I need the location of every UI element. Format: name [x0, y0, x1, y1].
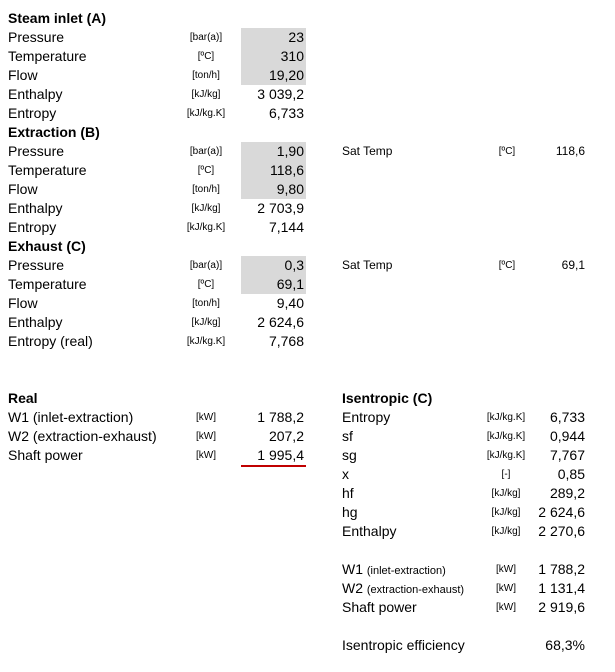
row-unit: [ton/h]	[192, 70, 220, 81]
row-label: Temperature	[8, 48, 87, 64]
section-title-extraction: Extraction (B)	[8, 124, 100, 140]
row-unit: [-]	[501, 469, 511, 480]
row-value: 0,85	[557, 466, 585, 482]
row-label: Shaft power	[8, 447, 83, 463]
row-label: Temperature	[8, 162, 87, 178]
sat-temp-value: 118,6	[555, 144, 585, 158]
work-label-main: W2	[342, 580, 363, 596]
row-label: Enthalpy	[8, 314, 63, 330]
row-label: Flow	[8, 181, 38, 197]
row-value: 2 624,6	[257, 314, 304, 330]
work-label	[342, 579, 464, 600]
row-value[interactable]: 23	[288, 29, 304, 45]
row-label: Entropy	[8, 219, 57, 235]
row-value: 7,144	[268, 219, 304, 235]
row-label: W2 (extraction-exhaust)	[8, 428, 157, 444]
row-unit: [kW]	[196, 431, 216, 442]
row-unit: [kJ/kg]	[491, 488, 521, 499]
row-label: sg	[342, 447, 357, 463]
row-label: Temperature	[8, 276, 87, 292]
work-label	[342, 560, 446, 581]
sat-temp-label: Sat Temp	[342, 144, 393, 158]
row-label: Pressure	[8, 29, 65, 45]
row-label: x	[342, 466, 349, 482]
row-unit: [kJ/kg]	[491, 526, 521, 537]
sat-temp-value: 69,1	[561, 258, 585, 272]
row-label: hf	[342, 485, 354, 501]
row-unit: [kW]	[496, 602, 516, 613]
row-unit: [ton/h]	[192, 298, 220, 309]
row-value: 1 788,2	[257, 409, 304, 425]
row-label: Enthalpy	[8, 200, 63, 216]
row-value[interactable]: 9,80	[276, 181, 304, 197]
row-unit: [kJ/kg.K]	[486, 450, 526, 461]
row-value: 1 788,2	[538, 561, 585, 577]
row-unit: [kJ/kg]	[491, 507, 521, 518]
row-label: Pressure	[8, 143, 65, 159]
row-value: 2 919,6	[538, 599, 585, 615]
row-unit: [kW]	[196, 450, 216, 461]
row-value[interactable]: 19,20	[268, 67, 304, 83]
row-unit: [kJ/kg.K]	[186, 108, 226, 119]
row-value[interactable]: 69,1	[276, 276, 304, 292]
row-unit: [kW]	[196, 412, 216, 423]
row-unit: [ºC]	[197, 165, 215, 176]
work-label-suffix: (extraction-exhaust)	[366, 584, 465, 596]
row-unit: [kW]	[496, 564, 516, 575]
row-value: 2 270,6	[538, 523, 585, 539]
work-label-suffix: (inlet-extraction)	[366, 565, 446, 577]
row-value[interactable]: 1,90	[276, 143, 304, 159]
section-title-steam-inlet: Steam inlet (A)	[8, 10, 107, 26]
row-value: 3 039,2	[257, 86, 304, 102]
row-label: Enthalpy	[342, 523, 397, 539]
row-label: Entropy	[342, 409, 391, 425]
row-value[interactable]: 310	[280, 48, 304, 64]
section-title-real: Real	[8, 390, 38, 406]
work-label-main: Shaft power	[342, 599, 417, 615]
row-unit: [ºC]	[197, 51, 215, 62]
row-value[interactable]: 0,3	[284, 257, 304, 273]
row-label: Pressure	[8, 257, 65, 273]
row-value: 0,944	[549, 428, 585, 444]
row-unit: [kJ/kg]	[191, 203, 221, 214]
row-label: W1 (inlet-extraction)	[8, 409, 134, 425]
row-value: 9,40	[276, 295, 304, 311]
row-value: 6,733	[268, 105, 304, 121]
row-value: 207,2	[268, 428, 304, 444]
isentropic-efficiency-label: Isentropic efficiency	[342, 637, 465, 653]
section-title-isentropic: Isentropic (C)	[342, 390, 433, 406]
row-label: Flow	[8, 295, 38, 311]
section-title-exhaust: Exhaust (C)	[8, 238, 86, 254]
row-value: 7,767	[549, 447, 585, 463]
sat-temp-label: Sat Temp	[342, 258, 393, 272]
row-unit: [kJ/kg.K]	[486, 431, 526, 442]
work-label	[342, 598, 417, 619]
row-value: 289,2	[549, 485, 585, 501]
row-unit: [kJ/kg.K]	[186, 336, 226, 347]
row-label: Entropy (real)	[8, 333, 93, 349]
row-label: Entropy	[8, 105, 57, 121]
row-unit: [kJ/kg]	[191, 317, 221, 328]
sat-temp-unit: [ºC]	[498, 260, 516, 271]
row-label: Enthalpy	[8, 86, 63, 102]
row-unit: [bar(a)]	[189, 146, 223, 157]
row-unit: [ton/h]	[192, 184, 220, 195]
work-label-main: W1	[342, 561, 363, 577]
row-value: 7,768	[268, 333, 304, 349]
sat-temp-unit: [ºC]	[498, 146, 516, 157]
shaft-power-real-value: 1 995,4	[257, 447, 304, 463]
row-unit: [bar(a)]	[189, 260, 223, 271]
row-unit: [ºC]	[197, 279, 215, 290]
row-unit: [bar(a)]	[189, 32, 223, 43]
isentropic-efficiency-value: 68,3%	[545, 637, 585, 653]
row-value: 2 703,9	[257, 200, 304, 216]
row-value: 1 131,4	[538, 580, 585, 596]
row-label: hg	[342, 504, 358, 520]
row-value[interactable]: 118,6	[270, 162, 304, 178]
row-label: Flow	[8, 67, 38, 83]
row-unit: [kJ/kg.K]	[186, 222, 226, 233]
row-value: 2 624,6	[538, 504, 585, 520]
row-label: sf	[342, 428, 353, 444]
row-value: 6,733	[549, 409, 585, 425]
row-unit: [kJ/kg]	[191, 89, 221, 100]
row-unit: [kJ/kg.K]	[486, 412, 526, 423]
row-unit: [kW]	[496, 583, 516, 594]
shaft-power-underline	[241, 465, 306, 467]
